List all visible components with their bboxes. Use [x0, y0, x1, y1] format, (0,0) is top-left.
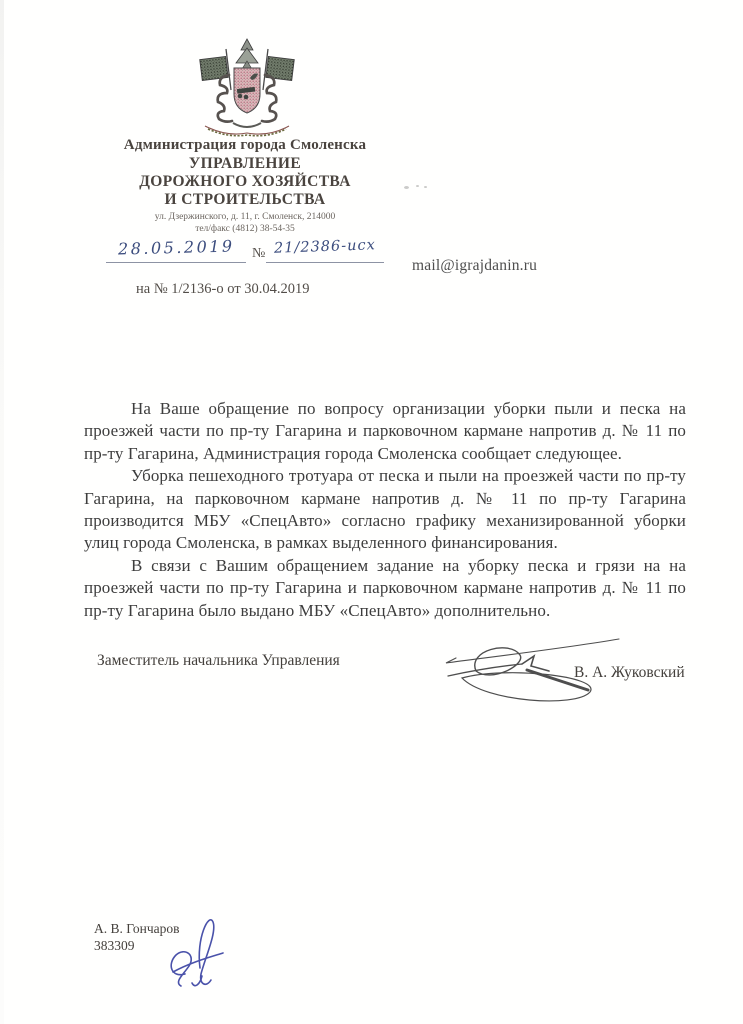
handwritten-date: 28.05.2019 — [117, 236, 235, 259]
paragraph-3: В связи с Вашим обращением задание на уборку песка и грязи на на проезжей части по пр-ту Гагарина и парковочном кармане напротив д. № 11 по пр-ту Гагарина было выдано МБУ «СпецАвто» дополнительно. — [84, 555, 686, 620]
org-dept-line-3: И СТРОИТЕЛЬСТВА — [164, 191, 326, 208]
org-name: Администрация города Смоленска — [123, 137, 367, 153]
handwritten-number: 21/2386-исх — [273, 237, 377, 257]
smolensk-coat-of-arms-icon — [192, 38, 302, 138]
letterhead — [85, 136, 405, 235]
signer-title: Заместитель начальника Управления — [97, 652, 340, 669]
org-phone: тел/факс (4812) 38-54-35 — [195, 223, 295, 234]
org-dept-line-1: УПРАВЛЕНИЕ — [188, 155, 302, 172]
outgoing-date-field — [106, 238, 246, 263]
paragraph-1: На Ваше обращение по вопросу организации уборки пыли и песка на проезжей части по пр-ту Гагарина и парковочном кармане напротив д. № 11 по пр-ту Гагарина, Администрация города Смоленска сообщает следующее. — [84, 399, 686, 463]
org-dept-line-2: ДОРОЖНОГО ХОЗЯЙСТВА — [139, 173, 351, 190]
scan-artifact — [404, 184, 438, 190]
handwritten-initials-icon — [155, 906, 237, 990]
reply-reference: на № 1/2136-о от 30.04.2019 — [136, 281, 310, 297]
org-address: ул. Дзержинского, д. 11, г. Смоленск, 214000 — [154, 212, 336, 222]
signer-name: В. А. Жуковский — [574, 664, 685, 681]
letter-body — [84, 398, 686, 622]
executor-name: А. В. Гончаров — [94, 921, 180, 936]
recipient-email: mail@igrajdanin.ru — [412, 257, 538, 274]
executor-phone: 383309 — [94, 937, 135, 953]
paragraph-2: Уборка пешеходного тротуара от песка и пыли на проезжей части по пр-ту Гагарина, на парковочном кармане напротив д. № 11 по пр-ту Гагарина производится МБУ «СпецАвто» согласно графику механизированной уборки улиц города Смоленска, в рамках выделенного финансирования. — [84, 466, 686, 553]
outgoing-number-field — [266, 238, 384, 263]
number-sign-label: № — [252, 246, 266, 261]
